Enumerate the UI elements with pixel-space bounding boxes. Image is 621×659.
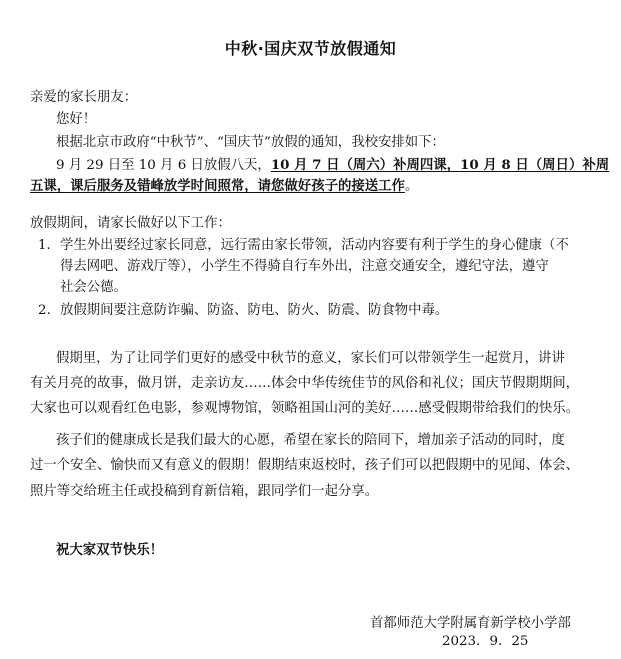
list-item-line: 社会公德。 (60, 280, 127, 295)
paragraph-line: 照片等交给班主任或投稿到育新信箱，跟同学们一起分享。 (30, 484, 379, 499)
schedule-line-1 (56, 155, 609, 176)
paragraph-line: 有关月亮的故事，做月饼，走亲访友……体会中华传统佳节的风俗和礼仪；国庆节假期期间， (30, 376, 580, 391)
list-item-line: 放假期间要注意防诈骗、防盗、防电、防火、防震、防食物中毒。 (60, 303, 449, 318)
schedule-highlight: 10 月 7 日（周六）补周四课，10 月 8 日（周日）补周 (270, 157, 610, 173)
date: 2023．9．25 (442, 634, 529, 649)
page-title: 中秋·国庆双节放假通知 (224, 39, 397, 58)
paragraph-line: 孩子们的健康成长是我们最大的心愿，希望在家长的陪同下，增加亲子活动的同时，度 (56, 433, 565, 448)
intro-line: 根据北京市政府“中秋节”、“国庆节”放假的通知，我校安排如下： (56, 135, 445, 150)
schedule-highlight: 五课，课后服务及错峰放学时间照常，请您做好孩子的接送工作 (30, 178, 405, 194)
signature: 首都师范大学附属育新学校小学部 (370, 616, 571, 631)
hello: 您好！ (56, 112, 97, 127)
list-item-line: 得去网吧、游戏厅等），小学生不得骑自行车外出，注意交通安全，遵纪守法，遵守 (60, 259, 549, 274)
list-item (38, 236, 569, 256)
holiday-wish: 祝大家双节快乐！ (56, 542, 164, 558)
schedule-text: 9 月 29 日至 10 月 6 日放假八天， (56, 158, 271, 173)
list-item (38, 301, 448, 321)
list-number: 1. (38, 238, 51, 253)
schedule-end: 。 (404, 179, 419, 194)
schedule-line-2 (30, 176, 418, 197)
list-item-line: 学生外出要经过家长同意，远行需由家长带领，活动内容要有利于学生的身心健康（不 (60, 238, 569, 253)
greeting: 亲爱的家长朋友： (30, 90, 138, 105)
paragraph-line: 大家也可以观看红色电影，参观博物馆，领略祖国山河的美好……感受假期带给我们的快乐。 (30, 401, 580, 416)
list-number: 2. (38, 303, 51, 318)
paragraph-line: 过一个安全、愉快而又有意义的假期！假期结束返校时，孩子们可以把假期中的见闻、体会、 (30, 458, 580, 473)
holiday-intro: 放假期间，请家长做好以下工作： (30, 216, 231, 231)
paragraph-line: 假期里，为了让同学们更好的感受中秋节的意义，家长们可以带领学生一起赏月，讲讲 (56, 351, 565, 366)
